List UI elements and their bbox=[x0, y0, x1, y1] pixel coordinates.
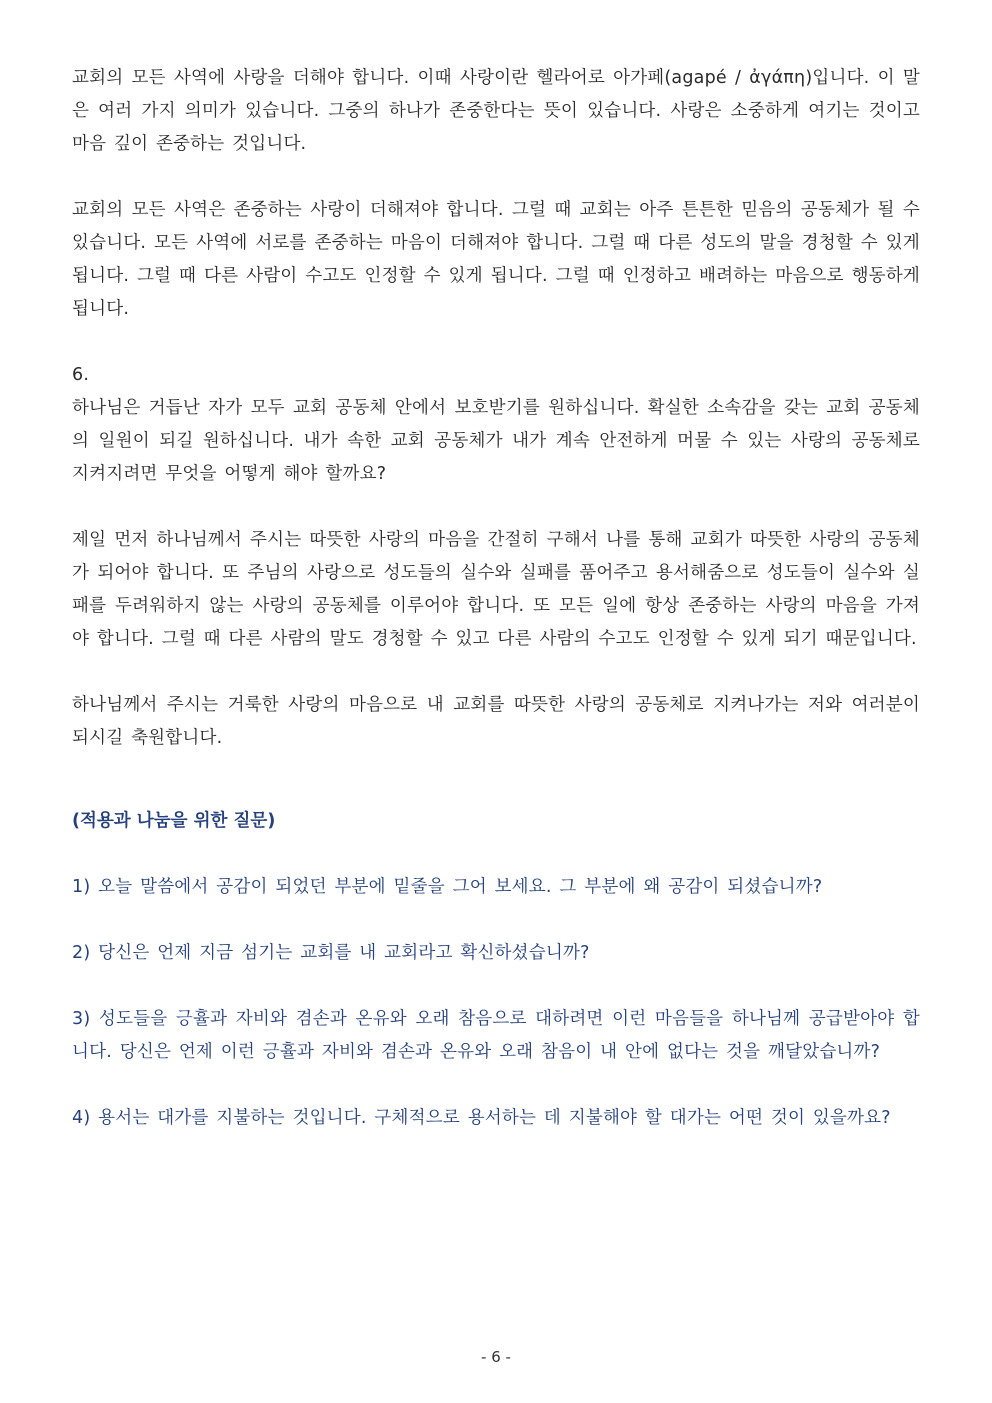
questions-title: (적용과 나눔을 위한 질문) bbox=[72, 811, 276, 831]
paragraph-blessing: 하나님께서 주시는 거룩한 사랑의 마음으로 내 교회를 따뜻한 사랑의 공동체로 지켜나가는 저와 여러분이 되시길 축원합니다. bbox=[72, 695, 920, 748]
document-page bbox=[72, 62, 920, 1135]
spacer bbox=[72, 1069, 920, 1102]
spacer bbox=[72, 326, 920, 359]
section-number: 6. bbox=[72, 365, 90, 385]
question-4: 4) 용서는 대가를 지불하는 것입니다. 구체적으로 용서하는 데 지불해야 할 대가는 어떤 것이 있을까요? bbox=[72, 1108, 891, 1128]
question-3: 3) 성도들을 긍휼과 자비와 겸손과 온유와 오래 참음으로 대하려면 이런 마음들을 하나님께 공급받아야 합니다. 당신은 언제 이런 긍휼과 자비와 겸손과 온유와 오래 참음이 내 안에 없다는 것을 깨달았습니까? bbox=[72, 1009, 920, 1062]
spacer bbox=[72, 491, 920, 524]
spacer bbox=[72, 904, 920, 937]
spacer bbox=[72, 838, 920, 871]
question-1: 1) 오늘 말씀에서 공감이 되었던 부분에 밑줄을 그어 보세요. 그 부분에 왜 공감이 되셨습니까? bbox=[72, 877, 823, 897]
spacer bbox=[72, 161, 920, 194]
spacer bbox=[72, 970, 920, 1003]
spacer bbox=[72, 656, 920, 689]
spacer bbox=[72, 755, 920, 805]
question-2: 2) 당신은 언제 지금 섬기는 교회를 내 교회라고 확신하셨습니까? bbox=[72, 943, 590, 963]
paragraph-community: 하나님은 거듭난 자가 모두 교회 공동체 안에서 보호받기를 원하십니다. 확실한 소속감을 갖는 교회 공동체의 일원이 되길 원하십니다. 내가 속한 교회 공동체가 내가 계속 안전하게 머물 수 있는 사랑의 공동체로 지켜지려면 무엇을 어떻게 해야 할까요? bbox=[72, 398, 920, 484]
paragraph-warm-love: 제일 먼저 하나님께서 주시는 따뜻한 사랑의 마음을 간절히 구해서 나를 통해 교회가 따뜻한 사랑의 공동체가 되어야 합니다. 또 주님의 사랑으로 성도들의 실수와 실패를 품어주고 용서해줌으로 성도들이 실수와 실패를 두려워하지 않는 사랑의 공동체를 이루어야 합니다. 또 모든 일에 항상 존중하는 사랑의 마음을 가져야 합니다. 그럴 때 다른 사람의 말도 경청할 수 있고 다른 사람의 수고도 인정할 수 있게 되기 때문입니다. bbox=[72, 530, 920, 649]
page-number: - 6 - bbox=[481, 1348, 511, 1366]
paragraph-agape: 교회의 모든 사역에 사랑을 더해야 합니다. 이때 사랑이란 헬라어로 아가페(agapé / ἀγάπη)입니다. 이 말은 여러 가지 의미가 있습니다. 그중의 하나가 존중한다는 뜻이 있습니다. 사랑은 소중하게 여기는 것이고 마음 깊이 존중하는 것입니다. bbox=[72, 68, 920, 154]
paragraph-respect: 교회의 모든 사역은 존중하는 사랑이 더해져야 합니다. 그럴 때 교회는 아주 튼튼한 믿음의 공동체가 될 수 있습니다. 모든 사역에 서로를 존중하는 마음이 더해져야 합니다. 그럴 때 다른 성도의 말을 경청할 수 있게 됩니다. 그럴 때 다른 사람이 수고도 인정할 수 있게 됩니다. 그럴 때 인정하고 배려하는 마음으로 행동하게 됩니다. bbox=[72, 200, 920, 319]
